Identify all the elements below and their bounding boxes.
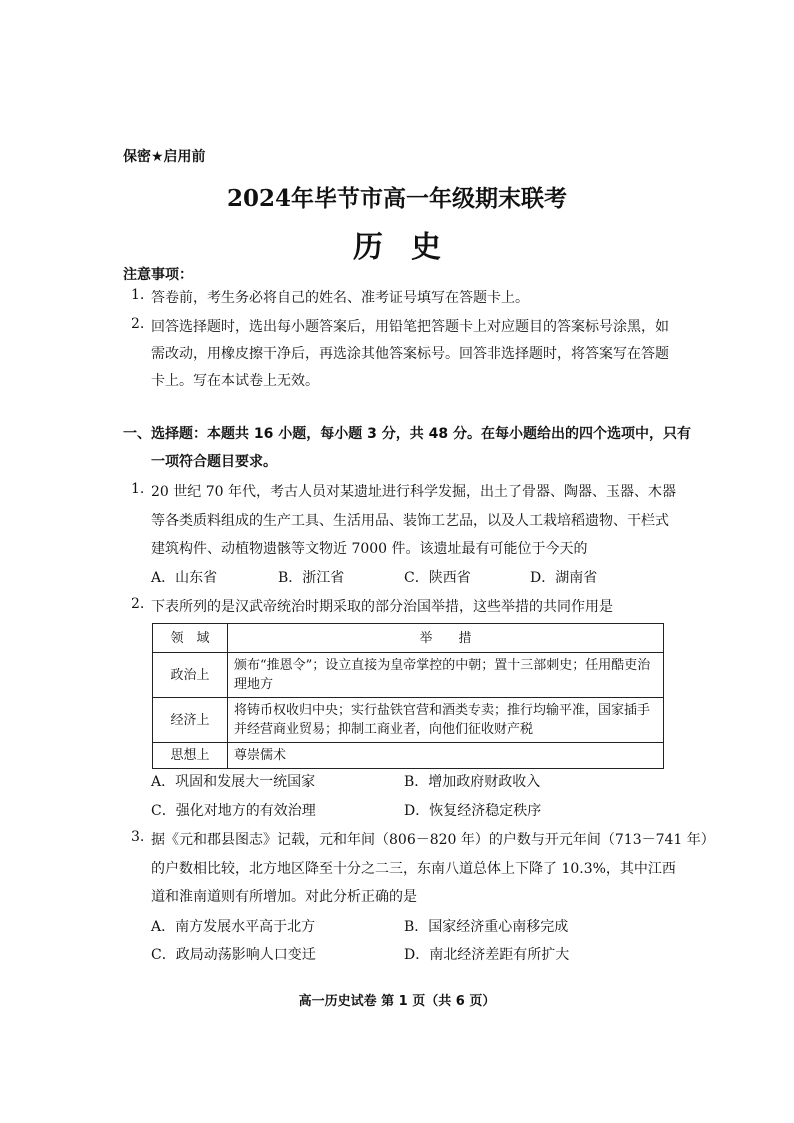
table-cell-measure: 尊崇儒术 — [228, 743, 664, 769]
table-cell-measure: 颁布“推恩令”；设立直接为皇帝掌控的中朝；置十三部刺史；任用酷吏治理地方 — [228, 653, 664, 698]
question-2-option-b: B．增加政府财政收入 — [404, 774, 541, 790]
question-3-option-a: A．南方发展水平高于北方 — [151, 919, 316, 935]
question-2-number: 2. — [131, 596, 145, 612]
table-cell-field: 思想上 — [153, 743, 228, 769]
exam-title: 2024年毕节市高一年级期末联考 — [226, 185, 567, 212]
question-1-line-2: 等各类质料组成的生产工具、生活用品、装饰工艺品，以及人工栽培稻遗物、干栏式 — [151, 513, 669, 529]
notice-item-2-line-2: 需改动，用橡皮擦干净后，再选涂其他答案标号。回答非选择题时，将答案写在答题 — [151, 346, 669, 362]
table-header-measure: 举 措 — [228, 624, 664, 653]
notice-item-2-number: 2. — [131, 316, 145, 332]
notice-item-2-line-3: 卡上。写在本试卷上无效。 — [151, 373, 319, 389]
notice-item-1: 答卷前，考生务必将自己的姓名、准考证号填写在答题卡上。 — [151, 290, 529, 306]
table-cell-field: 政治上 — [153, 653, 228, 698]
question-3-line-2: 的户数相比较，北方地区降至十分之二三，东南八道总体上下降了 10.3%，其中江西 — [151, 861, 676, 877]
question-1-option-c: C．陕西省 — [404, 570, 471, 586]
question-2-option-d: D．恢复经济稳定秩序 — [404, 803, 542, 819]
section-1-heading-line-1: 一、选择题：本题共 16 小题，每小题 3 分，共 48 分。在每小题给出的四个选项中，只有 — [123, 426, 691, 442]
page-footer: 高一历史试卷 第 1 页（共 6 页） — [298, 994, 496, 1009]
notice-item-1-number: 1. — [131, 287, 145, 303]
table-row — [153, 653, 664, 698]
question-1-number: 1. — [131, 481, 145, 497]
question-3-option-d: D．南北经济差距有所扩大 — [404, 947, 570, 963]
question-2-stem: 下表所列的是汉武帝统治时期采取的部分治国举措，这些举措的共同作用是 — [151, 599, 613, 615]
question-2-option-a: A．巩固和发展大一统国家 — [151, 774, 316, 790]
question-3-line-1: 据《元和郡县图志》记载，元和年间（806－820 年）的户数与开元年间（713－741 年） — [151, 832, 715, 848]
question-1-line-1: 20 世纪 70 年代，考古人员对某遗址进行科学发掘，出土了骨器、陶器、玉器、木器 — [151, 484, 676, 500]
question-3-option-b: B．国家经济重心南移完成 — [404, 919, 569, 935]
table-cell-field: 经济上 — [153, 698, 228, 743]
question-3-line-3: 道和淮南道则有所增加。对此分析正确的是 — [151, 889, 417, 905]
question-1-option-d: D．湖南省 — [530, 570, 598, 586]
question-1-option-a: A．山东省 — [151, 570, 218, 586]
table-header-row — [153, 624, 664, 653]
section-1-heading-line-2: 一项符合题目要求。 — [151, 454, 277, 470]
question-3-number: 3. — [131, 829, 145, 845]
measures-table — [152, 623, 664, 769]
table-header-field: 领 域 — [153, 624, 228, 653]
question-1-line-3: 建筑构件、动植物遗骸等文物近 7000 件。该遗址最有可能位于今天的 — [151, 541, 588, 557]
table-cell-measure: 将铸币权收归中央；实行盐铁官营和酒类专卖；推行均输平准，国家插手并经营商业贸易；抑制工商业者，向他们征收财产税 — [228, 698, 664, 743]
question-3-option-c: C．政局动荡影响人口变迁 — [151, 947, 316, 963]
table-row — [153, 743, 664, 769]
question-1-option-b: B．浙江省 — [278, 570, 345, 586]
question-2-option-c: C．强化对地方的有效治理 — [151, 803, 316, 819]
notice-item-2-line-1: 回答选择题时，选出每小题答案后，用铅笔把答题卡上对应题目的答案标号涂黑，如 — [151, 319, 669, 335]
table-row — [153, 698, 664, 743]
notice-heading: 注意事项： — [123, 267, 193, 283]
subject-title: 历史 — [353, 230, 469, 265]
confidential-mark: 保密★启用前 — [123, 149, 206, 165]
